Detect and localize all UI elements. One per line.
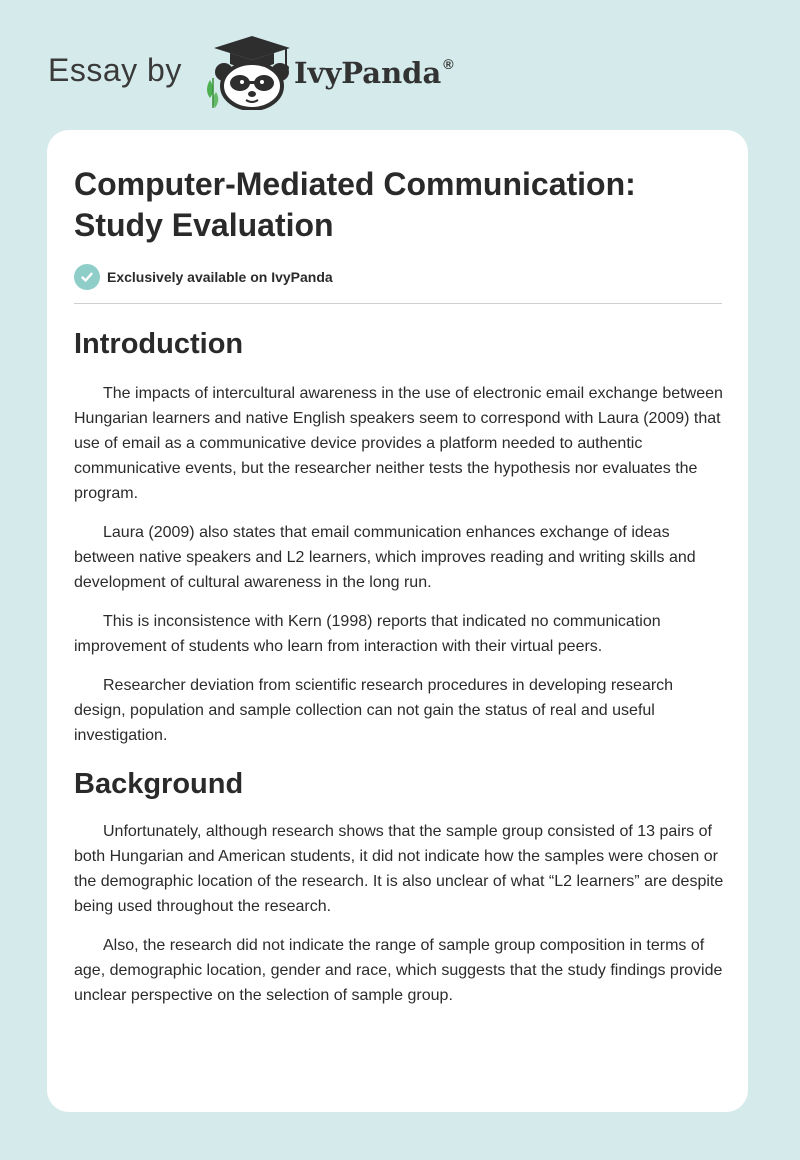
section-heading: Background: [74, 768, 244, 800]
paragraph: Unfortunately, although research shows that the sample group consisted of 13 pairs of both Hungarian and American students, it did not indicate how the samples were chosen or the demographic location of the research. It is also unclear of what “L2 learners” are despite being used throughout the research.: [74, 823, 724, 915]
registered-mark: ®: [443, 56, 454, 72]
article-body: [74, 322, 726, 1022]
panda-graduate-logo-icon: [202, 34, 298, 110]
section-introduction: [74, 322, 726, 748]
exclusive-label: Exclusively available on IvyPanda: [107, 269, 333, 285]
paragraph: Also, the research did not indicate the range of sample group composition in terms of age, demographic location, gender and race, which suggests that the study findings provide unclear perspective on the selection of sample group.: [74, 937, 723, 1004]
article-card: [47, 130, 748, 1112]
section-background: [74, 762, 726, 1008]
article-title: Computer-Mediated Communication: Study Evaluation: [74, 166, 636, 243]
exclusive-badge: [74, 264, 333, 290]
paragraph: Laura (2009) also states that email communication enhances exchange of ideas between native speakers and L2 learners, which improves reading and writing skills and development of cultural awareness in the long run.: [74, 524, 696, 591]
section-heading: Introduction: [74, 328, 244, 360]
divider: [74, 303, 722, 304]
brand-name: IvyPanda ®: [294, 56, 454, 90]
check-icon: [74, 264, 100, 290]
paragraph: Researcher deviation from scientific research procedures in developing research design, population and sample collection can not gain the status of real and useful investigation.: [74, 677, 674, 744]
paragraph: This is inconsistence with Kern (1998) reports that indicated no communication improvement of students who learn from interaction with their virtual peers.: [74, 613, 661, 655]
paragraph: The impacts of intercultural awareness in the use of electronic email exchange between Hungarian learners and native English speakers seem to correspond with Laura (2009) that use of email as a communicative device provides a platform needed to authentic communicative events, but the researcher neither tests the hypothesis nor evaluates the program.: [74, 385, 723, 502]
site-header: [48, 34, 468, 114]
essay-by-label: Essay by: [48, 52, 182, 88]
